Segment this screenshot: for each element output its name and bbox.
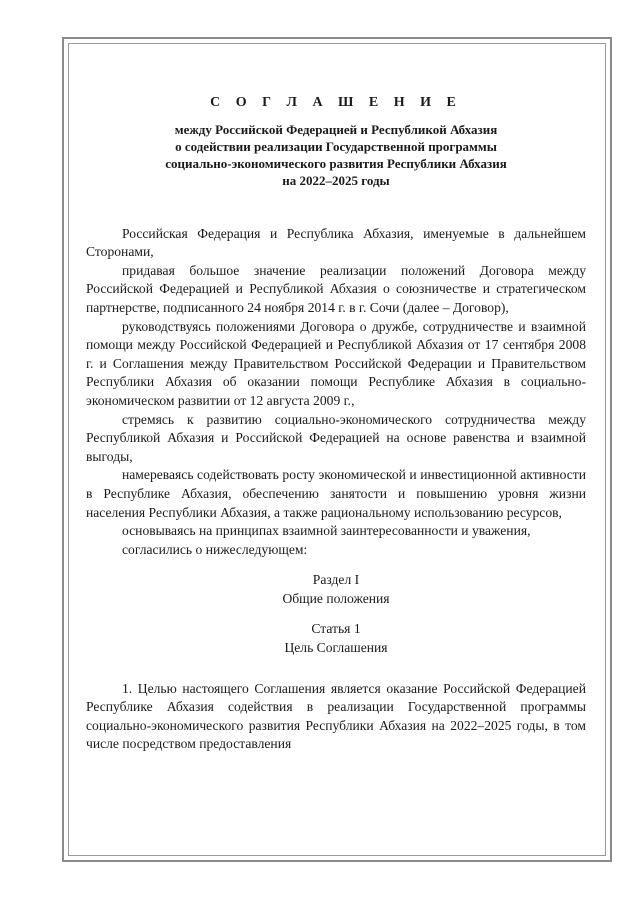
preamble-paragraph-2: придавая большое значение реализации положений Договора между Российской Федерацией и Республикой Абхазия о союзничестве и стратегическом партнерстве, подписанного 24 ноября 2014 г. в г. Сочи (далее – Договор), — [86, 262, 586, 315]
document-title: С О Г Л А Ш Е Н И Е — [210, 95, 462, 110]
preamble-paragraph-1: Российская Федерация и Республика Абхазия, именуемые в дальнейшем Сторонами, — [86, 225, 586, 260]
article-number: Статья 1 — [311, 621, 361, 637]
preamble-paragraph-6: основываясь на принципах взаимной заинтересованности и уважения, — [122, 523, 531, 539]
preamble-paragraph-5: намереваясь содействовать росту экономической и инвестиционной активности в Республике Абхазия, обеспечению занятости и повышению уровня жизни населения Республики Абхазия, а также рациональному использованию ресурсов, — [86, 467, 586, 520]
section-number: Раздел I — [312, 572, 360, 588]
document-body — [86, 94, 586, 754]
article-paragraph-1: 1. Целью настоящего Соглашения является оказание Российской Федерацией Республике Абхазия содействия в реализации Государственной программы социально-экономического развития Республики Абхазия на 2022–2025 годы, в том числе посредством предоставления — [86, 680, 586, 752]
section-name: Общие положения — [282, 590, 390, 606]
subtitle-line-1: между Российской Федерацией и Республикой Абхазия — [174, 121, 498, 137]
subtitle-line-2: о содействии реализации Государственной программы — [175, 138, 497, 154]
article-name: Цель Соглашения — [284, 640, 388, 656]
subtitle-line-3: социально-экономического развития Республики Абхазия — [165, 155, 507, 171]
preamble-paragraph-7: согласились о нижеследующем: — [122, 541, 308, 557]
preamble-paragraph-4: стремясь к развитию социально-экономического сотрудничества между Республикой Абхазия и Российской Федерацией на основе равенства и взаимной выгоды, — [86, 411, 586, 464]
preamble-paragraph-3: руководствуясь положениями Договора о дружбе, сотрудничестве и взаимной помощи между Российской Федерацией и Республикой Абхазия от 17 сентября 2008 г. и Соглашения между Правительством Российской Федерации и Правительством Республики Абхазия об оказании помощи Республике Абхазия в социально-экономическом развитии от 12 августа 2009 г., — [86, 318, 586, 408]
subtitle-line-4: на 2022–2025 годы — [282, 172, 390, 188]
